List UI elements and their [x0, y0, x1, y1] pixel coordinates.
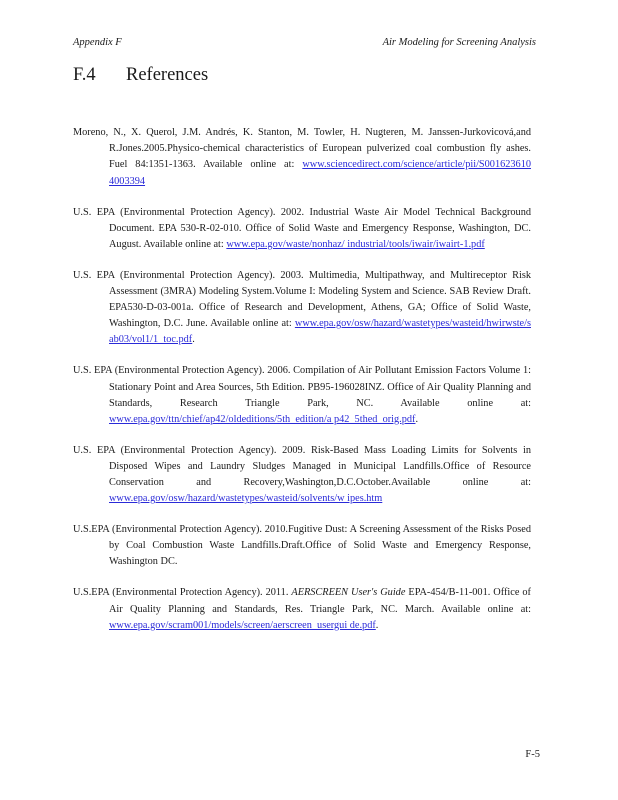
reference-title-italic: AERSCREEN User's Guide [291, 587, 406, 599]
reference-text: Moreno, N., X. Querol, J.M. Andrés, K. Stanton, M. Towler, H. Nugteren, M. Janssen-Jurkovicová,and R.Jones.2005.Physico-chemical characteristics of European pulverized coal combustion fly ashes. Fuel 84:1351-1363. Available online at: [73, 127, 531, 171]
reference-entry [73, 205, 531, 253]
reference-entry [73, 125, 531, 189]
page-header [73, 37, 536, 51]
reference-tail: . [415, 413, 419, 425]
header-appendix-label: Appendix F [73, 37, 122, 48]
reference-entry [73, 585, 531, 633]
reference-text-pre: U.S.EPA (Environmental Protection Agency). 2011. [73, 587, 289, 599]
reference-entry [73, 522, 531, 570]
section-heading [73, 65, 208, 86]
reference-link[interactable]: www.epa.gov/waste/nonhaz/ industrial/tools/iwair/iwairt-1.pdf [226, 238, 485, 250]
reference-list [73, 115, 531, 649]
header-document-title: Air Modeling for Screening Analysis [382, 37, 536, 48]
reference-text: U.S. EPA (Environmental Protection Agency). 2002. Industrial Waste Air Model Technical Background Document. EPA 530-R-02-010. Office of Solid Waste and Emergency Response, Washington, DC. August. Available online at: [73, 206, 531, 250]
reference-entry [73, 363, 531, 427]
reference-link[interactable]: www.epa.gov/osw/hazard/wastetypes/wasteid/hwirwste/s ab03/vol1/1_toc.pdf [109, 318, 531, 346]
reference-entry [73, 443, 531, 507]
reference-link[interactable]: www.epa.gov/osw/hazard/wastetypes/wasteid/solvents/w ipes.htm [109, 493, 383, 505]
reference-link[interactable]: www.sciencedirect.com/science/article/pii/S001623610 4003394 [109, 159, 531, 187]
reference-text: EPA-454/B-11-001. Office of Air Quality Planning and Standards, Res. Triangle Park, NC. March. Available online at: [109, 587, 531, 615]
reference-text: U.S. EPA (Environmental Protection Agency). 2006. Compilation of Air Pollutant Emission Factors Volume 1: Stationary Point and Area Sources, 5th Edition. PB95-196028INZ. Office of Air Quality Planning and Standards, Research Triangle Park, NC. Available online at: [73, 365, 531, 409]
reference-tail: . [375, 619, 379, 631]
reference-entry [73, 268, 531, 348]
reference-tail: . [192, 334, 195, 346]
section-title: References [126, 65, 209, 85]
reference-link[interactable]: www.epa.gov/ttn/chief/ap42/oldeditions/5th_edition/a p42_5thed_orig.pdf [109, 413, 416, 425]
reference-text: U.S. EPA (Environmental Protection Agency). 2009. Risk-Based Mass Loading Limits for Solvents in Disposed Wipes and Laundry Sludges Managed in Municipal Landfills.Office of Resource Conservation and Recovery,Washington,D.C.October.Available online at: [73, 444, 531, 488]
reference-link[interactable]: www.epa.gov/scram001/models/screen/aerscreen_usergui de.pdf [109, 619, 376, 631]
section-number: F.4 [73, 65, 96, 85]
reference-text: U.S. EPA (Environmental Protection Agency). 2003. Multimedia, Multipathway, and Multireceptor Risk Assessment (3MRA) Modeling System.Volume I: Modeling System and Science. SAB Review Draft. EPA530-D-03-001a. Office of Research and Development, Athens, GA; Office of Solid Waste, Washington, D.C. June. Available online at: [73, 269, 531, 330]
page-number: F-5 [525, 749, 540, 760]
reference-text: U.S.EPA (Environmental Protection Agency). 2010.Fugitive Dust: A Screening Assessment of the Risks Posed by Coal Combustion Waste Landfills.Draft.Office of Solid Waste and Emergency Response, Washington DC. [73, 524, 531, 568]
